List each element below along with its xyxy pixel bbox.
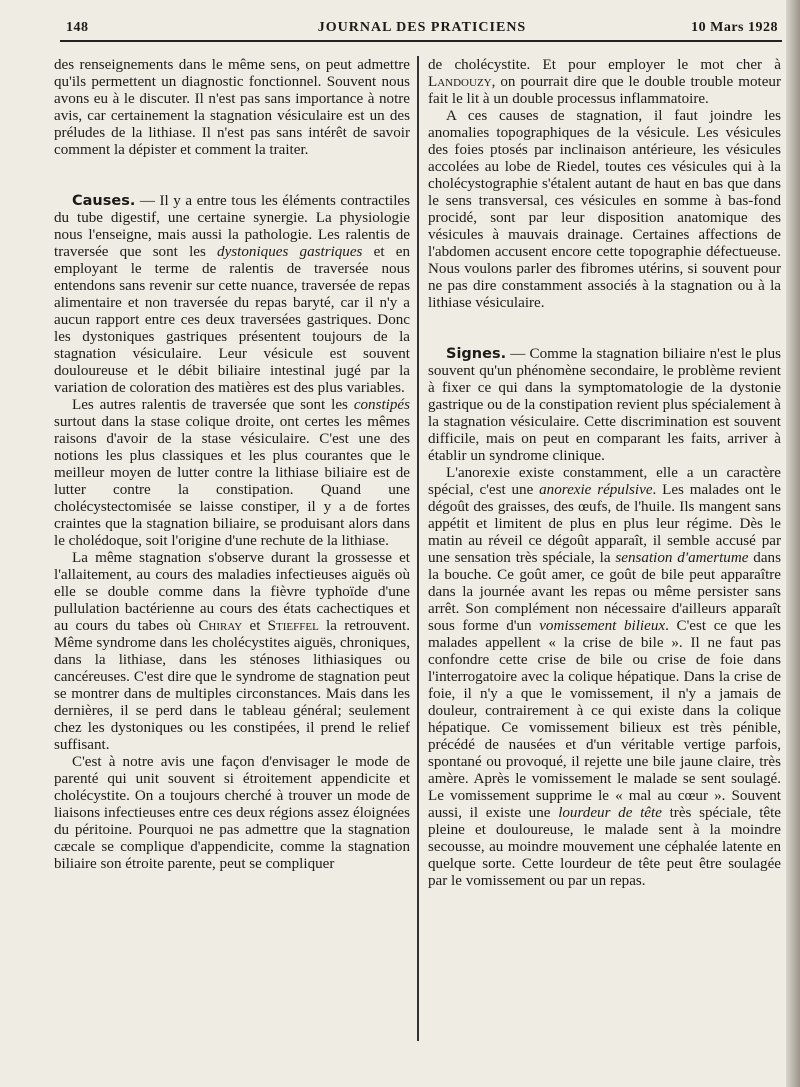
- paragraph: A ces causes de stagnation, il faut joindre les anomalies topographiques de la vésicule. Les vésicules des foies ptosés par inclinaison antérieure, les vésicules accolées au lobe de Riedel, toutes ces vésicules qui à la cholécystographie s'étalent autant de haut en bas que dans le sens transversal, ces vésicules en somme à bas-fond procidé, sont par leur disposition anatomique des vésicules à mauvais drainage. Certaines affections de l'abdomen accusent encore cette topographie défectueuse. Nous voulons parler des fibromes utérins, si souvent pour ne pas dire constamment associés à la stagnation ou à la lithiase vésiculaire.: [428, 108, 781, 311]
- section-heading-signes: Signes.: [446, 346, 507, 362]
- page-header: [66, 20, 778, 42]
- header-rule: [60, 40, 782, 42]
- italic-term: constipés: [353, 397, 410, 413]
- paragraph: [54, 397, 410, 550]
- author-name: Landouzy: [428, 74, 492, 90]
- left-column: [54, 57, 410, 873]
- italic-term: lourdeur de tête: [558, 805, 662, 821]
- paragraph: [428, 57, 781, 108]
- paragraph: [54, 550, 410, 754]
- text-run: et en employant le terme de ralentis de traversée nous entendons sans revenir sur cette nuance, traversée de repas alimentaire et non traversée du repas baryté, car il n'y a aucun rapport entre ces deux traversées gastriques. Donc les dystoniques gastriques présentent toujours de la stagnation vésiculaire. Leur vésicule est souvent douloureuse et le débit biliaire intestinal jugé par la variation de coloration des matières est des plus variables.: [54, 244, 411, 396]
- section-gap: [428, 312, 781, 346]
- issue-date: 10 Mars 1928: [691, 20, 778, 35]
- text-run: de cholécystite. Et pour employer le mot cher à: [428, 57, 781, 73]
- text-run: surtout dans la stase colique droite, ont certes les mêmes raisons d'avoir de la stase vésiculaire. C'est une des notions les plus classiques et les plus courantes que le meilleur moyen de lutter contre la lithiase biliaire est de lutter contre la constipation. Quand une cholécystectomisée se laisse constiper, il y a de fortes craintes que la stagnation biliaire, se produisant alors dans le cholédoque, soit l'origine d'une rechute de la lithiase.: [54, 414, 410, 549]
- italic-term: dystoniques gastriques: [217, 244, 363, 260]
- text-run: — Comme la stagnation biliaire n'est le plus souvent qu'un phénomène secondaire, le problème revient à fixer ce qui dans la symptomatologie de la dystonie gastrique ou de la constipation revient plus spécialement à la stagnation vésiculaire. Cette discrimination est souvent difficile, mais on peut en comparant les faits, arriver à établir un syndrome clinique.: [428, 346, 781, 464]
- page-edge-shadow: [786, 0, 800, 1087]
- text-run: la retrouvent. Même syndrome dans les cholécystites aiguës, chroniques, dans la lithiase, dans les sténoses lithiasiques ou cancéreuses. C'est dire que le syndrome de stagnation peut se montrer dans de multiples circonstances. Mais dans les dernières, il se perd dans le tableau général; seulement chez les dystoniques ou les constipées, il prend le relief suffisant.: [54, 618, 410, 753]
- text-run: dans la bouche. Ce goût amer, ce goût de bile peut apparaître dans la journée avant les repas ou même persister sans arrêt. Son complément non nécessaire d'ailleurs apparaît sous forme d'un: [428, 550, 781, 634]
- journal-title: JOURNAL DES PRATICIENS: [317, 20, 527, 35]
- section-gap: [54, 159, 410, 193]
- author-name: Stieffel: [267, 618, 319, 634]
- text-run: et: [242, 618, 268, 634]
- text-run: . Les malades ont le dégoût des graisses, des œufs, de l'huile. Ils mangent sans appétit et limitent de plus en plus leur régime. Dès le matin au réveil ce dégoût apparaît, il semble accusé par une sensation très spéciale, la: [428, 482, 781, 566]
- italic-term: anorexie répulsive: [539, 482, 653, 498]
- italic-term: vomissement bilieux: [539, 618, 666, 634]
- paragraph-signes: [428, 346, 781, 465]
- text-run: , on pourrait dire que le double trouble moteur fait le lit à un double processus inflammatoire.: [428, 74, 781, 107]
- section-heading-causes: Causes.: [72, 193, 136, 209]
- paragraph-causes: [54, 193, 410, 397]
- text-run: . C'est ce que les malades appellent « la crise de bile ». Il ne faut pas confondre cette crise de bile ou crise de foie dans l'interrogatoire avec la colique hépatique. Dans la crise de foie, il n'y a que le vomissement, il n'y a jamais de douleur, contrairement à ce qui existe dans la colique hépatique. Ce vomissement bilieux est très pénible, précédé de nausées et d'un véritable vertige parfois, spontané ou provoqué, il rejette une bile jaune claire, très amère. Après le vomissement le malade se sent soulagé. Le vomissement supprime le « mal au cœur ». Souvent aussi, il existe une: [428, 618, 781, 821]
- text-run: L'anorexie existe constamment, elle a un caractère spécial, c'est une: [428, 465, 781, 498]
- text-run: très spéciale, tête pleine et douloureuse, le malade sent à la moindre secousse, au moindre mouvement une céphalée latente en quelque sorte. Cette lourdeur de tête peut être soulagée par le vomissement ou par un repas.: [428, 805, 781, 889]
- paragraph: des renseignements dans le même sens, on peut admettre qu'ils permettent un diagnostic fonctionnel. Souvent nous avons eu à le discuter. Il n'est pas sans importance à notre avis, car certainement la stagnation vésiculaire est un des préludes de la lithiase. Il n'est pas sans intérêt de savoir comment la dépister et comment la traiter.: [54, 57, 410, 158]
- column-divider: [417, 56, 419, 1041]
- page-number: 148: [66, 20, 89, 35]
- italic-term: sensation d'amertume: [615, 550, 749, 566]
- text-run: La même stagnation s'observe durant la grossesse et l'allaitement, au cours des maladies infectieuses aiguës où elle se double comme dans la fièvre typhoïde d'une pullulation bactérienne au cours des états cachectiques et au cours du tabes où: [54, 550, 410, 634]
- right-column: [428, 57, 781, 890]
- text-run: — Il y a entre tous les éléments contractiles du tube digestif, une certaine synergie. La physiologie nous l'enseigne, mais aussi la pathologie. Les ralentis de traversée que sont les: [54, 193, 410, 260]
- text-run: Les autres ralentis de traversée que sont les: [72, 397, 354, 413]
- paragraph: C'est à notre avis une façon d'envisager le mode de parenté qui unit souvent si étroitement appendicite et cholécystite. On a toujours cherché à trouver un mode de liaisons infectieuses entre ces deux régions assez éloignées du péritoine. Pourquoi ne pas admettre que la stagnation cæcale se complique d'appendicite, comme la stagnation biliaire son étroite parente, peut se compliquer: [54, 754, 410, 872]
- paragraph: [428, 465, 781, 890]
- author-name: Chiray: [198, 618, 243, 634]
